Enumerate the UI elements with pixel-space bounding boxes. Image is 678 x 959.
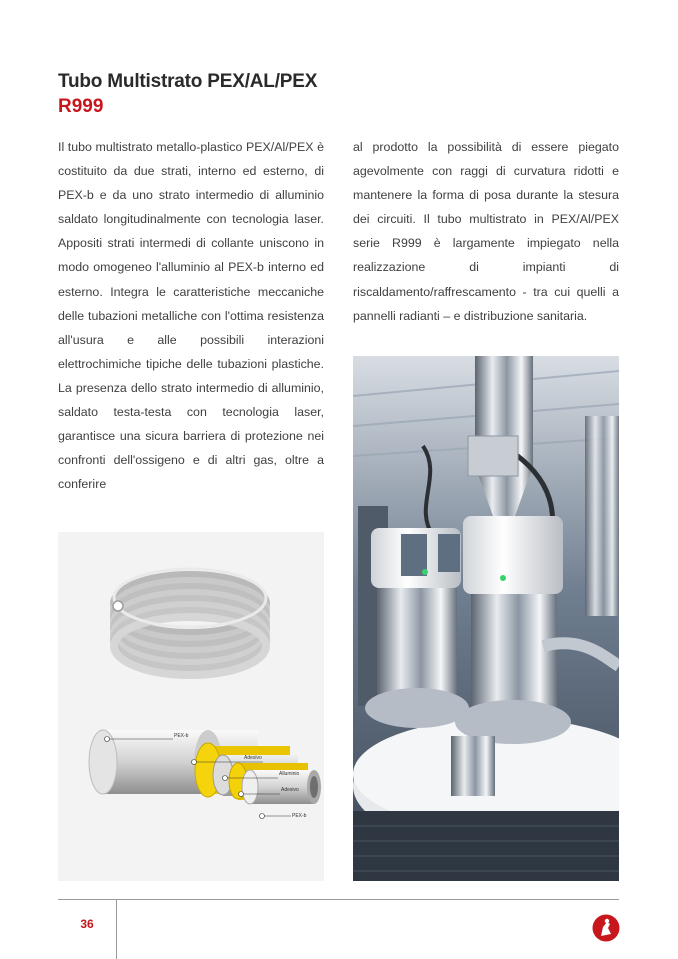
body-text-right: al prodotto la possibilità di essere piegato agevolmente con raggi di curvatura ridotti e mantenere la forma di posa durante la stesura dei circuiti. Il tubo multistrato in PEX/Al/PEX serie R999 è largamente impiegato nella realizzazione di impianti di riscaldamento/raffrescamento - tra cui quelli a pannelli radianti – e distribuzione sanitaria. (353, 140, 619, 323)
pipe-coil (113, 569, 266, 675)
factory-photo-illustration (353, 356, 619, 881)
footer-vertical-divider (116, 899, 117, 959)
pipe-illustration (58, 532, 324, 881)
label-outer-pexb: PEX-b (174, 733, 189, 739)
label-inner-pexb: PEX-b (292, 813, 307, 819)
pipe-illustration-panel (58, 532, 324, 881)
page-title: Tubo Multistrato PEX/AL/PEX (58, 71, 318, 92)
body-text-left: Il tubo multistrato metallo-plastico PEX/Al/PEX è costituito da due strati, interno ed esterno, di PEX-b e da uno strato intermedio di alluminio saldato longitudinalmente con tecnologia laser. Appositi strati intermedi di collante uniscono in modo omogeneo l'alluminio al PEX-b interno ed esterno. Integra le caratteristiche meccaniche delle tubazioni metalliche con l'ottima resistenza all'usura e alle possibili interazioni elettrochimiche tipiche delle tubazioni plastiche. La presenza dello strato intermedio di alluminio, saldato testa-testa con tecnologia laser, garantisce una sicura barriera di protezione nei confronti dell'ossigeno e di altri gas, oltre a conferire (58, 140, 324, 492)
page-number: 36 (80, 917, 94, 931)
footer-divider (58, 899, 619, 900)
brand-logo-icon (592, 914, 620, 942)
product-code: R999 (58, 96, 104, 117)
label-aluminium: Alluminio (279, 771, 300, 777)
label-adhesive-1: Adesivo (244, 755, 262, 761)
factory-photo (353, 356, 619, 881)
label-adhesive-2: Adesivo (281, 787, 299, 793)
